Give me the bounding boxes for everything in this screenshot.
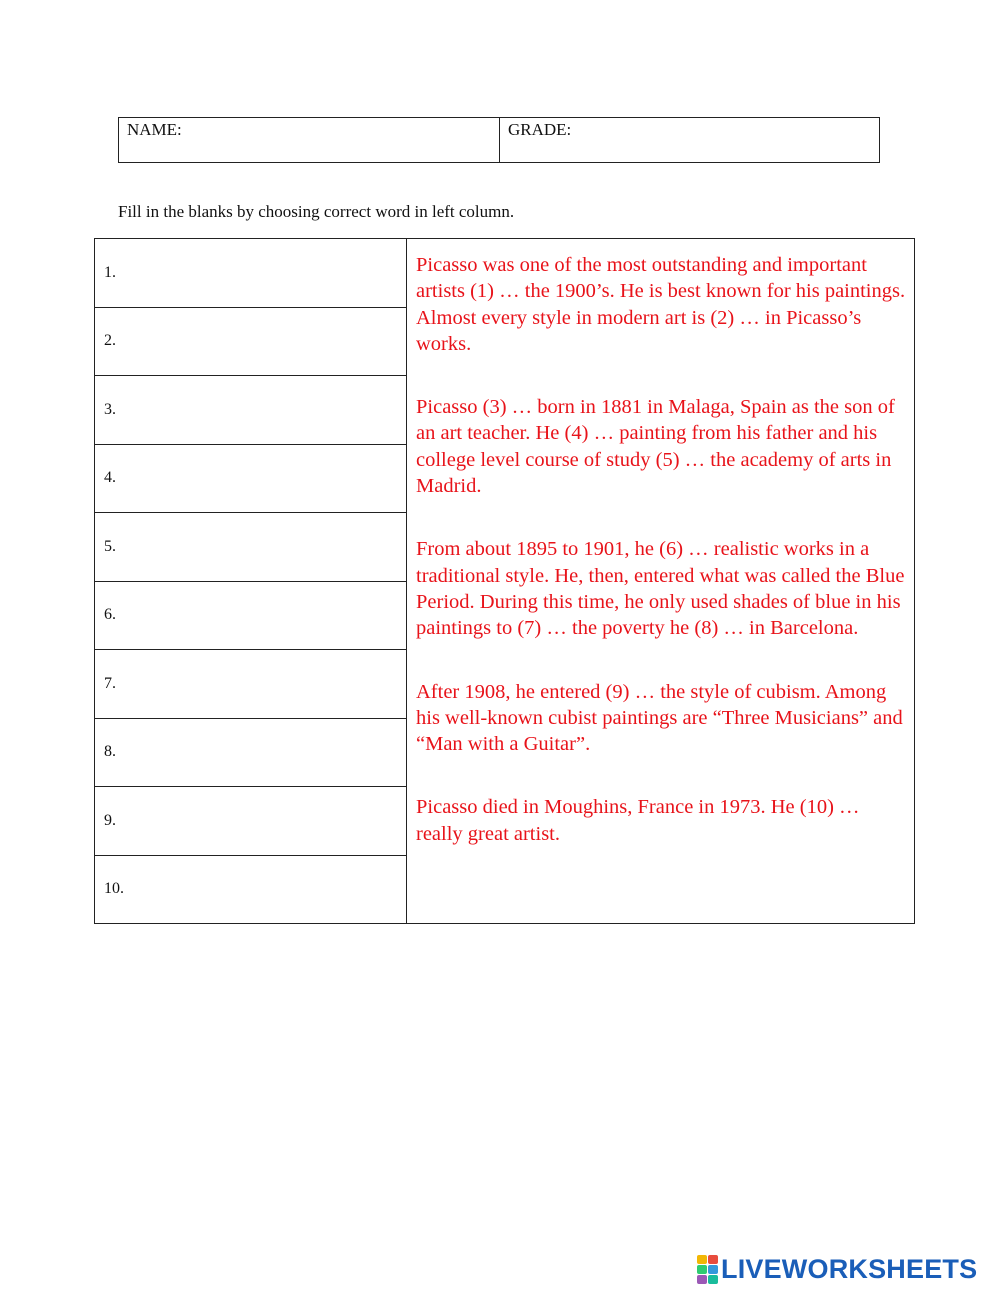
passage-paragraph-5: Picasso died in Moughins, France in 1973. He (10) … really great artist. <box>416 796 860 845</box>
passage-column <box>407 239 914 923</box>
grade-field[interactable] <box>500 118 879 162</box>
answer-number: 3. <box>104 400 116 418</box>
exercise-table <box>94 238 915 924</box>
answer-number: 8. <box>104 743 116 761</box>
passage-paragraph-4: After 1908, he entered (9) … the style of cubism. Among his well-known cubist paintings are “Three Musicians” and “Man with a Guitar”. <box>416 680 903 756</box>
answer-blank-6[interactable] <box>95 582 406 651</box>
logo-mark-icon <box>697 1255 718 1284</box>
name-field[interactable] <box>119 118 500 162</box>
answer-blank-4[interactable] <box>95 445 406 514</box>
answer-blank-2[interactable] <box>95 308 406 377</box>
passage-paragraph-2: Picasso (3) … born in 1881 in Malaga, Spain as the son of an art teacher. He (4) … painting from his father and his college level course of study (5) … the academy of arts in Madrid. <box>416 396 895 498</box>
answer-blank-10[interactable] <box>95 856 406 924</box>
answer-number: 6. <box>104 606 116 624</box>
passage-paragraph-3: From about 1895 to 1901, he (6) … realistic works in a traditional style. He, then, entered what was called the Blue Period. During this time, he only used shades of blue in his paintings to (7) … the poverty he (8) … in Barcelona. <box>416 538 905 640</box>
name-label: NAME: <box>127 120 182 139</box>
answer-blank-1[interactable] <box>95 239 406 308</box>
answer-number: 2. <box>104 332 116 350</box>
answer-blank-9[interactable] <box>95 787 406 856</box>
answer-blank-8[interactable] <box>95 719 406 788</box>
answer-number: 7. <box>104 674 116 692</box>
answer-blank-5[interactable] <box>95 513 406 582</box>
answer-blank-3[interactable] <box>95 376 406 445</box>
answer-number: 1. <box>104 263 116 281</box>
logo-text: LIVEWORKSHEETS <box>721 1254 978 1284</box>
header-table <box>118 117 880 163</box>
answer-number: 4. <box>104 469 116 487</box>
answer-column <box>95 239 407 923</box>
grade-label: GRADE: <box>508 120 572 139</box>
answer-number: 10. <box>104 880 124 898</box>
answer-number: 5. <box>104 537 116 555</box>
passage-paragraph-1: Picasso was one of the most outstanding and important artists (1) … the 1900’s. He is best known for his paintings. Almost every style in modern art is (2) … in Picasso’s works. <box>416 254 906 355</box>
instructions: Fill in the blanks by choosing correct word in left column. <box>118 202 515 221</box>
answer-number: 9. <box>104 811 116 829</box>
liveworksheets-logo <box>697 1255 977 1283</box>
answer-blank-7[interactable] <box>95 650 406 719</box>
